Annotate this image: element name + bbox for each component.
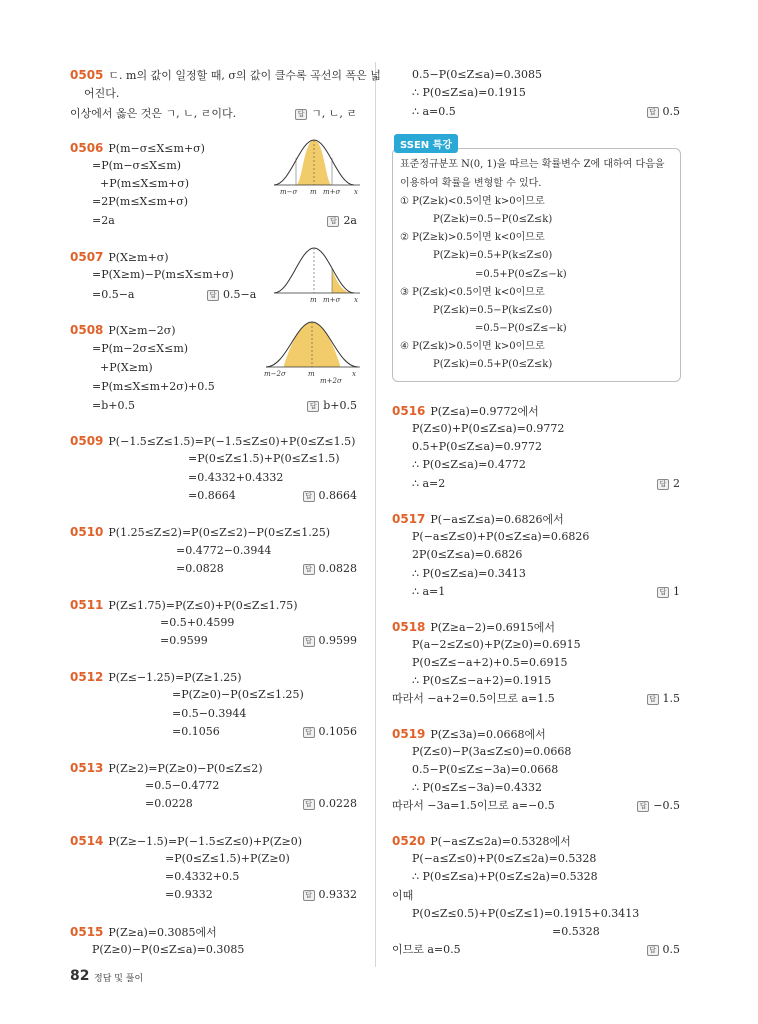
problem-number: 0514: [70, 834, 104, 848]
shaded-region: [296, 140, 332, 185]
problem-0517-line-2: 2P(0≤Z≤a)=0.6826: [412, 548, 523, 561]
problem-0517-line-4: ∴ a=1: [412, 585, 446, 598]
answer-icon: 답: [207, 290, 219, 301]
answer-icon: 답: [307, 401, 319, 412]
problem-0506-line-0: 0506 P(m−σ≤X≤m+σ): [70, 141, 205, 155]
label-m-minus-sigma: m−σ: [280, 188, 298, 196]
problem-number: 0506: [70, 141, 104, 155]
problem-0515-line-0: 0515 P(Z≥a)=0.3085에서: [70, 925, 217, 939]
problem-number: 0507: [70, 250, 104, 264]
problem-0505-line-1: 어진다.: [84, 87, 120, 100]
problem-0515-line-4: ∴ a=0.5: [412, 105, 456, 118]
problem-0510-line-2: =0.0828: [176, 562, 224, 575]
label-m: m: [310, 188, 317, 196]
ssen-line-6: =0.5+P(0≤Z≤−k): [475, 269, 567, 280]
answer-0511: 답 0.9599: [303, 634, 358, 648]
ssen-line-0: 표준정규분포 N(0, 1)을 따르는 확률변수 Z에 대하여 다음을: [400, 159, 665, 170]
label-x: x: [354, 296, 358, 304]
problem-0518-line-0: 0518 P(Z≥a−2)=0.6915에서: [392, 620, 555, 634]
problem-0512-line-2: =0.5−0.3944: [172, 707, 247, 720]
answer-icon: 답: [303, 890, 315, 901]
problem-number: 0511: [70, 598, 104, 612]
label-m: m: [308, 370, 315, 378]
problem-0519-line-4: 따라서 −3a=1.5이므로 a=−0.5: [392, 799, 555, 812]
answer-0508: 답 b+0.5: [307, 399, 357, 413]
answer-icon: 답: [647, 107, 659, 118]
ssen-tag: SSEN 특강: [394, 134, 458, 153]
ssen-line-11: P(Z≤k)=0.5+P(0≤Z≤k): [433, 359, 553, 370]
problem-number: 0512: [70, 670, 104, 684]
problem-0509-line-1: =P(0≤Z≤1.5)+P(0≤Z≤1.5): [188, 452, 340, 465]
answer-0513: 답 0.0228: [303, 797, 358, 811]
ssen-line-3: P(Z≥k)=0.5−P(0≤Z≤k): [433, 214, 553, 225]
answer-0505: 답 ㄱ, ㄴ, ㄹ: [295, 107, 357, 121]
problem-0507-line-2: =0.5−a: [92, 288, 135, 301]
problem-0511-line-1: =0.5+0.4599: [160, 616, 235, 629]
page-number: 82: [70, 968, 90, 984]
ssen-line-9: =0.5−P(0≤Z≤−k): [475, 323, 567, 334]
ssen-line-2: ① P(Z≥k)<0.5이면 k>0이므로: [400, 196, 545, 207]
problem-0509-line-0: 0509 P(−1.5≤Z≤1.5)=P(−1.5≤Z≤0)+P(0≤Z≤1.5): [70, 434, 356, 448]
answer-icon: 답: [647, 694, 659, 705]
problem-0516-line-4: ∴ a=2: [412, 477, 446, 490]
problem-0520-line-4: P(0≤Z≤0.5)+P(0≤Z≤1)=0.1915+0.3413: [412, 907, 640, 920]
problem-0520-line-1: P(−a≤Z≤0)+P(0≤Z≤2a)=0.5328: [412, 852, 597, 865]
label-m: m: [310, 296, 317, 304]
problem-0516-line-2: 0.5+P(0≤Z≤a)=0.9772: [412, 440, 543, 453]
problem-number: 0518: [392, 620, 426, 634]
answer-icon: 답: [295, 109, 307, 120]
answer-0517: 답 1: [657, 585, 680, 599]
problem-0518-line-2: P(0≤Z≤−a+2)+0.5=0.6915: [412, 656, 568, 669]
problem-0516-line-3: ∴ P(0≤Z≤a)=0.4772: [412, 458, 526, 471]
problem-0519-line-1: P(Z≤0)−P(3a≤Z≤0)=0.0668: [412, 745, 572, 758]
label-x: x: [352, 370, 356, 378]
problem-0514-line-1: =P(0≤Z≤1.5)+P(Z≥0): [165, 852, 290, 865]
problem-0506-line-2: +P(m≤X≤m+σ): [100, 177, 190, 190]
problem-number: 0517: [392, 512, 426, 526]
problem-0510-line-0: 0510 P(1.25≤Z≤2)=P(0≤Z≤2)−P(0≤Z≤1.25): [70, 525, 331, 539]
problem-0506-line-4: =2a: [92, 214, 115, 227]
problem-0511-line-0: 0511 P(Z≤1.75)=P(Z≤0)+P(0≤Z≤1.75): [70, 598, 298, 612]
answer-0515: 답 0.5: [647, 105, 681, 119]
problem-0506-line-1: =P(m−σ≤X≤m): [92, 159, 182, 172]
problem-number: 0508: [70, 323, 104, 337]
ssen-line-7: ③ P(Z≤k)<0.5이면 k<0이므로: [400, 287, 545, 298]
ssen-line-4: ② P(Z≥k)>0.5이면 k<0이므로: [400, 232, 545, 243]
problem-0515-line-2: 0.5−P(0≤Z≤a)=0.3085: [412, 68, 543, 81]
problem-number: 0520: [392, 834, 426, 848]
problem-0505-line-2: 이상에서 옳은 것은 ㄱ, ㄴ, ㄹ이다.: [70, 107, 237, 120]
answer-0514: 답 0.9332: [303, 888, 358, 902]
normal-curve-graph-0508: [262, 320, 362, 386]
problem-0507-line-0: 0507 P(X≥m+σ): [70, 250, 169, 264]
answer-icon: 답: [303, 564, 315, 575]
problem-0516-line-0: 0516 P(Z≤a)=0.9772에서: [392, 404, 539, 418]
answer-icon: 답: [657, 587, 669, 598]
problem-0519-line-0: 0519 P(Z≤3a)=0.0668에서: [392, 727, 546, 741]
problem-number: 0516: [392, 404, 426, 418]
problem-0517-line-1: P(−a≤Z≤0)+P(0≤Z≤a)=0.6826: [412, 530, 590, 543]
problem-0514-line-2: =0.4332+0.5: [165, 870, 240, 883]
problem-0512-line-0: 0512 P(Z≤−1.25)=P(Z≥1.25): [70, 670, 242, 684]
problem-0518-line-1: P(a−2≤Z≤0)+P(Z≥0)=0.6915: [412, 638, 581, 651]
column-divider: [375, 62, 376, 967]
answer-icon: 답: [647, 945, 659, 956]
problem-0517-line-3: ∴ P(0≤Z≤a)=0.3413: [412, 567, 526, 580]
answer-icon: 답: [303, 799, 315, 810]
answer-0507: 답 0.5−a: [207, 288, 256, 302]
problem-0507-line-1: =P(X≥m)−P(m≤X≤m+σ): [92, 268, 234, 281]
problem-number: 0519: [392, 727, 426, 741]
problem-0516-line-1: P(Z≤0)+P(0≤Z≤a)=0.9772: [412, 422, 565, 435]
problem-0518-line-3: ∴ P(0≤Z≤−a+2)=0.1915: [412, 674, 552, 687]
problem-0520-line-2: ∴ P(0≤Z≤a)+P(0≤Z≤2a)=0.5328: [412, 870, 598, 883]
answer-0519: 답 −0.5: [637, 799, 680, 813]
problem-0520-line-3: 이때: [392, 889, 414, 902]
label-x: x: [354, 188, 358, 196]
label-m-plus-sigma: m+σ: [323, 188, 341, 196]
answer-0510: 답 0.0828: [303, 562, 358, 576]
problem-number: 0509: [70, 434, 104, 448]
problem-0520-line-6: 이므로 a=0.5: [392, 943, 461, 956]
ssen-line-5: P(Z≥k)=0.5+P(k≤Z≤0): [433, 250, 553, 261]
problem-0518-line-4: 따라서 −a+2=0.5이므로 a=1.5: [392, 692, 555, 705]
ssen-line-10: ④ P(Z≤k)>0.5이면 k>0이므로: [400, 341, 545, 352]
problem-0509-line-2: =0.4332+0.4332: [188, 471, 284, 484]
ssen-line-1: 이용하여 확률을 변형할 수 있다.: [400, 178, 542, 189]
problem-0519-line-2: 0.5−P(0≤Z≤−3a)=0.0668: [412, 763, 559, 776]
problem-0513-line-2: =0.0228: [145, 797, 193, 810]
answer-0516: 답 2: [657, 477, 680, 491]
problem-0506-line-3: =2P(m≤X≤m+σ): [92, 195, 189, 208]
shaded-region: [284, 322, 340, 367]
normal-curve-graph-0507: [270, 246, 365, 306]
footer-title: 정답 및 풀이: [94, 974, 144, 984]
problem-0508-line-0: 0508 P(X≥m−2σ): [70, 323, 176, 337]
problem-0515-line-1: P(Z≥0)−P(0≤Z≤a)=0.3085: [92, 943, 245, 956]
answer-icon: 답: [303, 491, 315, 502]
problem-0512-line-1: =P(Z≥0)−P(0≤Z≤1.25): [172, 688, 304, 701]
problem-number: 0505: [70, 68, 104, 82]
problem-0519-line-3: ∴ P(0≤Z≤−3a)=0.4332: [412, 781, 543, 794]
problem-number: 0510: [70, 525, 104, 539]
normal-curve-graph-0506: [270, 138, 365, 198]
problem-0510-line-1: =0.4772−0.3944: [176, 544, 272, 557]
problem-0508-line-2: +P(X≥m): [100, 361, 153, 374]
problem-0508-line-3: =P(m≤X≤m+2σ)+0.5: [92, 380, 215, 393]
ssen-line-8: P(Z≤k)=0.5−P(k≤Z≤0): [433, 305, 553, 316]
answer-0509: 답 0.8664: [303, 489, 358, 503]
problem-0505-line-0: 0505 ㄷ. m의 값이 일정할 때, σ의 값이 클수록 곡선의 폭은 넓: [70, 68, 381, 82]
label-m-minus-2sigma: m−2σ: [264, 370, 286, 378]
answer-icon: 답: [327, 216, 339, 227]
answer-0506: 답 2a: [327, 214, 357, 228]
answer-0518: 답 1.5: [647, 692, 681, 706]
problem-0520-line-0: 0520 P(−a≤Z≤2a)=0.5328에서: [392, 834, 571, 848]
problem-0520-line-5: =0.5328: [552, 925, 600, 938]
answer-icon: 답: [637, 801, 649, 812]
problem-0513-line-1: =0.5−0.4772: [145, 779, 220, 792]
problem-0515-line-3: ∴ P(0≤Z≤a)=0.1915: [412, 86, 526, 99]
problem-0517-line-0: 0517 P(−a≤Z≤a)=0.6826에서: [392, 512, 564, 526]
problem-number: 0515: [70, 925, 104, 939]
problem-0508-line-4: =b+0.5: [92, 399, 135, 412]
label-m-plus-2sigma: m+2σ: [320, 377, 342, 385]
answer-icon: 답: [303, 727, 315, 738]
problem-0514-line-3: =0.9332: [165, 888, 213, 901]
answer-icon: 답: [657, 479, 669, 490]
answer-0520: 답 0.5: [647, 943, 681, 957]
curve: [274, 248, 354, 293]
answer-0512: 답 0.1056: [303, 725, 358, 739]
problem-0513-line-0: 0513 P(Z≥2)=P(Z≥0)−P(0≤Z≤2): [70, 761, 263, 775]
problem-number: 0513: [70, 761, 104, 775]
problem-0511-line-2: =0.9599: [160, 634, 208, 647]
problem-0508-line-1: =P(m−2σ≤X≤m): [92, 342, 189, 355]
label-m-plus-sigma: m+σ: [323, 296, 341, 304]
answer-icon: 답: [303, 636, 315, 647]
problem-0514-line-0: 0514 P(Z≥−1.5)=P(−1.5≤Z≤0)+P(Z≥0): [70, 834, 303, 848]
problem-0509-line-3: =0.8664: [188, 489, 236, 502]
shaded-region: [332, 269, 354, 293]
problem-0512-line-3: =0.1056: [172, 725, 220, 738]
